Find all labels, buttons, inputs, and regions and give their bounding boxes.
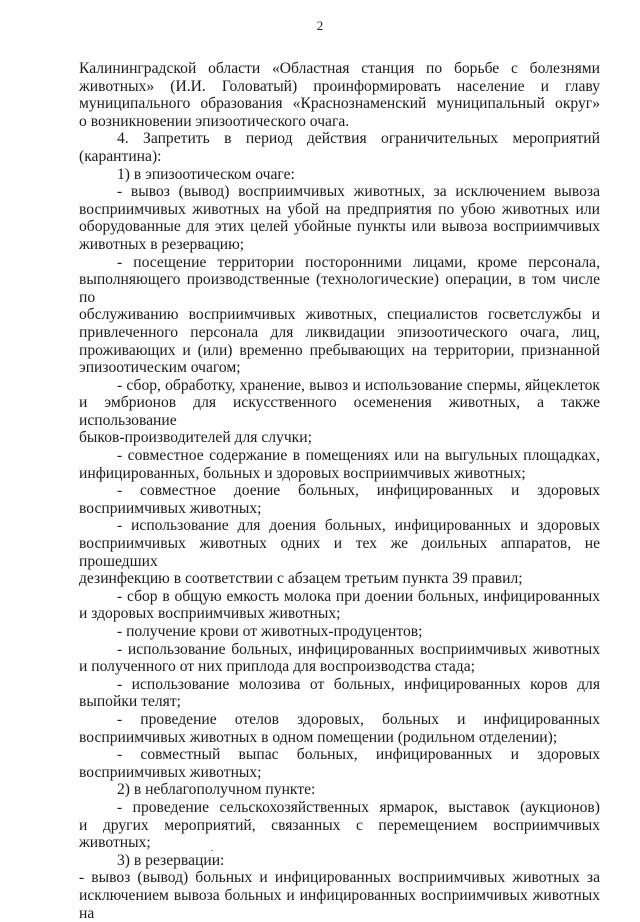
text-line: восприимчивых животных в одном помещении (родильном отделении); <box>79 728 558 746</box>
text-line: - получение крови от животных-продуцентов; <box>117 623 423 640</box>
scan-speck <box>211 850 213 851</box>
text-line: и здоровых восприимчивых животных; <box>79 605 341 623</box>
text-line: - посещение территории посторонними лицами, кроме персонала, <box>117 253 600 271</box>
text-line: - использование больных, инфицированных восприимчивых животных <box>117 640 600 658</box>
text-line: - использование для доения больных, инфицированных и здоровых <box>117 517 600 535</box>
text-line: муниципального образования «Краснознаменский муниципальный округ» <box>79 95 600 113</box>
text-line: животных в резервацию; <box>79 235 245 253</box>
text-line: - сбор, обработку, хранение, вывоз и использование спермы, яйцеклеток <box>117 376 600 394</box>
page-number: 2 <box>316 18 324 33</box>
text-line: 1) в эпизоотическом очаге: <box>117 165 295 183</box>
text-line: обслуживанию восприимчивых животных, специалистов госветслужбы и <box>79 306 600 324</box>
text-line: восприимчивых животных; <box>79 763 262 781</box>
text-line: Калининградской области «Областная станция по борьбе с болезнями <box>79 60 600 77</box>
text-line: исключением вывоза больных и инфицированных восприимчивых животных на <box>79 886 600 922</box>
text-line: выполняющего производственные (технологические) операции, в том числе по <box>79 271 600 306</box>
text-line: - вывоз (вывод) восприимчивых животных, за исключением вывоза <box>117 183 600 201</box>
text-line: 3) в резервации: <box>117 851 225 869</box>
text-line: животных» (И.И. Головатый) проинформировать население и главу <box>79 77 600 95</box>
text-line: и эмбрионов для искусственного осеменения животных, а также использование <box>79 394 600 429</box>
text-line: эпизоотическим очагом; <box>79 359 241 377</box>
text-line: оборудованные для этих целей убойные пункты или вывоза восприимчивых <box>79 218 600 236</box>
document-body <box>79 60 600 922</box>
text-line: (карантина): <box>79 147 162 165</box>
text-line: привлеченного персонала для ликвидации эпизоотического очага, лиц, <box>79 323 600 341</box>
text-line: 4. Запретить в период действия ограничительных мероприятий <box>117 130 600 148</box>
text-line: о возникновении эпизоотического очага. <box>79 112 350 130</box>
text-line: восприимчивых животных одних и тех же доильных аппаратов, не прошедших <box>79 535 600 570</box>
text-line: инфицированных, больных и здоровых восприимчивых животных; <box>79 464 526 482</box>
text-line: проживающих и (или) временно пребывающих на территории, признанной <box>79 341 600 359</box>
text-line: - проведение отелов здоровых, больных и инфицированных <box>117 710 600 728</box>
text-line: - совместное содержание в помещениях или на выгульных площадках, <box>117 447 600 465</box>
text-line: быков-производителей для случки; <box>79 429 312 447</box>
text-line: выпойки телят; <box>79 693 181 711</box>
text-line: - проведение сельскохозяйственных ярмарок, выставок (аукционов) <box>117 798 600 816</box>
text-line: - совместное доение больных, инфицированных и здоровых <box>117 482 600 500</box>
text-line: - вывоз (вывод) больных и инфицированных восприимчивых животных за <box>79 869 600 887</box>
text-line: - сбор в общую емкость молока при доении больных, инфицированных <box>117 587 600 605</box>
text-line: восприимчивых животных на убой на предприятия по убою животных или <box>79 200 600 218</box>
text-line: - использование молозива от больных, инфицированных коров для <box>117 675 600 693</box>
text-line: - совместный выпас больных, инфицированных и здоровых <box>117 746 600 764</box>
text-line: дезинфекцию в соответствии с абзацем третьим пункта 39 правил; <box>79 570 523 588</box>
text-line: и полученного от них приплода для воспроизводства стада; <box>79 658 475 676</box>
text-line: 2) в неблагополучном пункте: <box>117 781 316 799</box>
text-line: восприимчивых животных; <box>79 499 262 517</box>
text-line: и других мероприятий, связанных с перемещением восприимчивых животных; <box>79 816 600 852</box>
